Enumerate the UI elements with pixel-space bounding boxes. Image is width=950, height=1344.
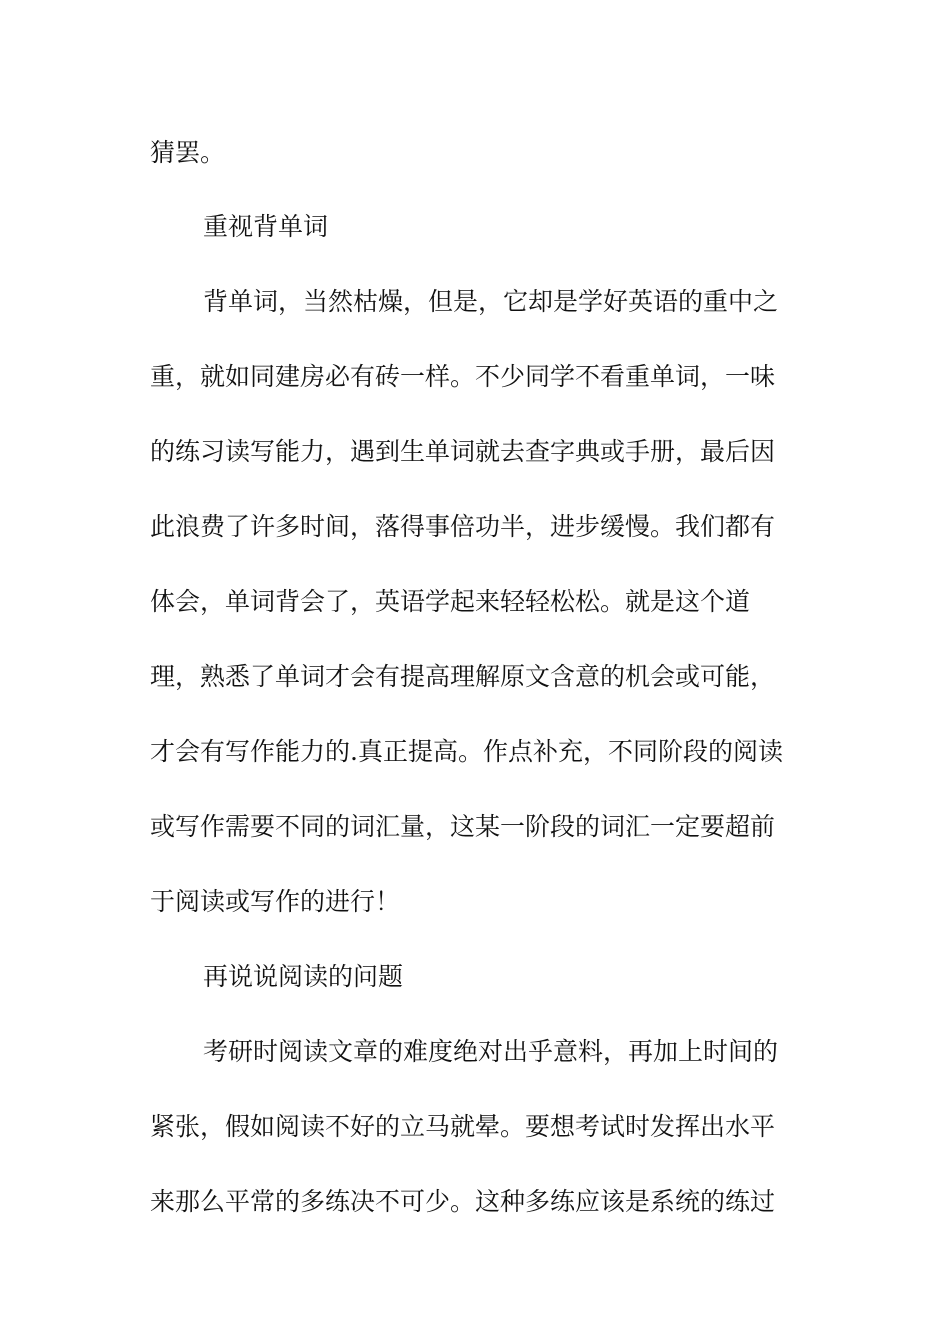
text-line: 来那么平常的多练决不可少。这种多练应该是系统的练过 bbox=[150, 1187, 776, 1216]
text-line: 或写作需要不同的词汇量，这某一阶段的词汇一定要超前 bbox=[150, 812, 776, 841]
text-line: 体会，单词背会了，英语学起来轻轻松松。就是这个道 bbox=[150, 587, 751, 616]
text-line: 于阅读或写作的进行！ bbox=[150, 887, 401, 916]
text-line: 考研时阅读文章的难度绝对出乎意料，再加上时间的 bbox=[203, 1037, 779, 1066]
text-line: 猜罢。 bbox=[150, 138, 226, 167]
text-line: 背单词，当然枯燥，但是，它却是学好英语的重中之 bbox=[203, 287, 779, 316]
text-line: 的练习读写能力，遇到生单词就去查字典或手册，最后因 bbox=[150, 437, 776, 466]
section-heading: 重视背单词 bbox=[203, 212, 329, 241]
text-line: 此浪费了许多时间，落得事倍功半，进步缓慢。我们都有 bbox=[150, 512, 776, 541]
text-line: 重，就如同建房必有砖一样。不少同学不看重单词，一味 bbox=[150, 362, 776, 391]
text-line: 才会有写作能力的.真正提高。作点补充，不同阶段的阅读 bbox=[150, 737, 783, 766]
text-line: 紧张，假如阅读不好的立马就晕。要想考试时发挥出水平 bbox=[150, 1112, 776, 1141]
section-heading: 再说说阅读的问题 bbox=[203, 962, 404, 991]
text-line: 理，熟悉了单词才会有提高理解原文含意的机会或可能， bbox=[150, 662, 776, 691]
